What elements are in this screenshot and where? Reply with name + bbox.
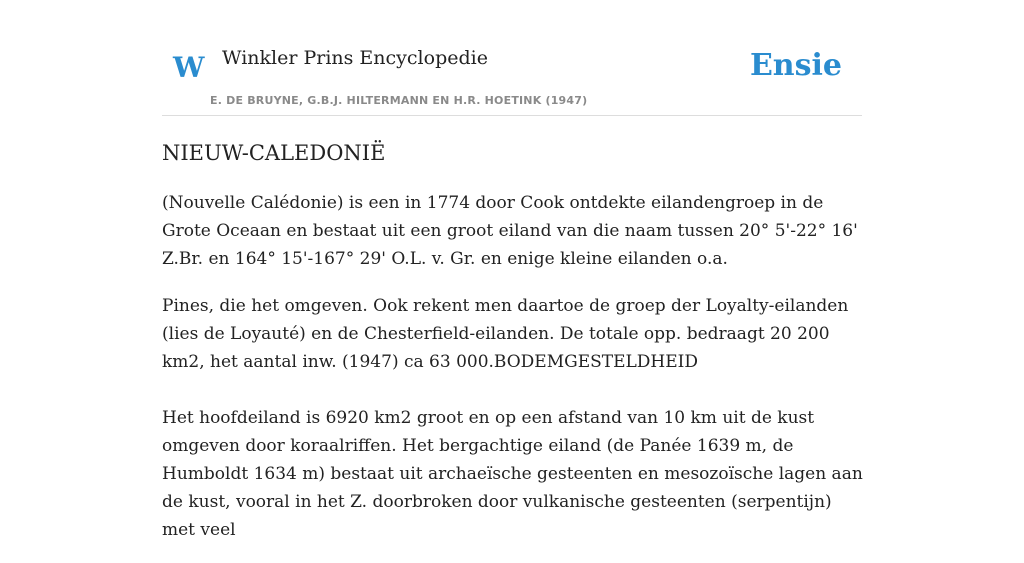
article: [162, 140, 867, 563]
article-title: NIEUW-CALEDONIË: [162, 141, 386, 165]
book-title[interactable]: Winkler Prins Encyclopedie: [222, 47, 488, 69]
article-paragraph: Het hoofdeiland is 6920 km2 groot en op een afstand van 10 km uit de kust omgeven door koraalriffen. Het bergachtige eiland (de Panée 1639 m, de Humboldt 1634 m) bestaat uit archaeïsche gesteenten en mesozoïsche lagen aan de kust, vooral in het Z. doorbroken door vulkanische gesteenten (serpentijn) met veel: [162, 408, 863, 541]
article-paragraph: Pines, die het omgeven. Ook rekent men daartoe de groep der Loyalty-eilanden (lies de Loyauté) en de Chesterfield-eilanden. De totale opp. bedraagt 20 200 km2, het aantal inw. (1947) ca 63 000.BODEMGESTELDHEID: [162, 296, 849, 373]
site-header: [162, 40, 862, 116]
ensie-logo[interactable]: Ensie: [749, 48, 842, 83]
article-paragraph: (Nouvelle Calédonie) is een in 1774 door Cook ontdekte eilandengroep in de Grote Oceaan en bestaat uit een groot eiland van die naam tussen 20° 5'-22° 16' Z.Br. en 164° 15'-167° 29' O.L. v. Gr. en enige kleine eilanden o.a.: [162, 193, 858, 270]
book-authors: E. DE BRUYNE, G.B.J. HILTERMANN EN H.R. HOETINK (1947): [210, 94, 588, 107]
winkler-prins-logo[interactable]: W: [173, 51, 205, 84]
